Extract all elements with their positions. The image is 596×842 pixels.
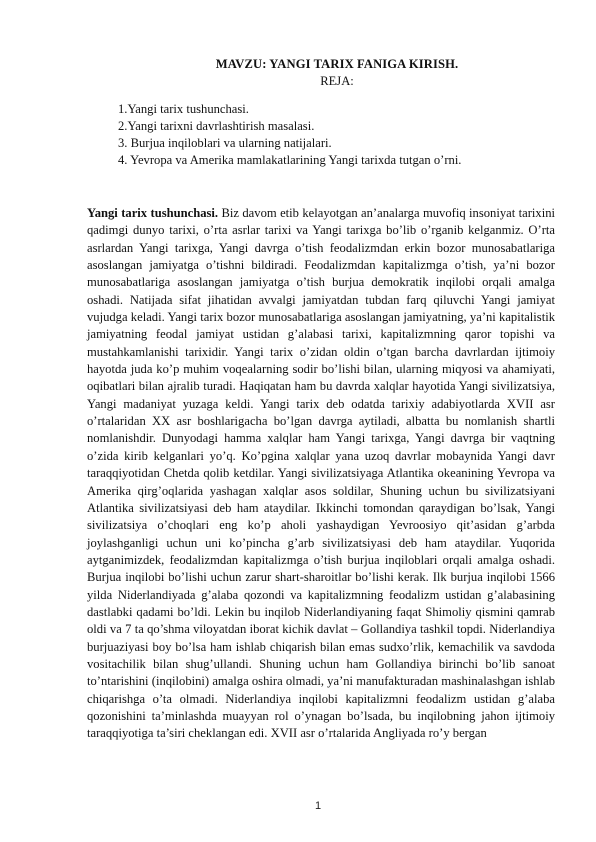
- document-title: MAVZU: YANGI TARIX FANIGA KIRISH.: [215, 57, 459, 71]
- plan-heading: REJA:: [320, 74, 354, 88]
- plan-list: [118, 101, 461, 169]
- page-number: 1: [314, 800, 322, 812]
- section-body: Biz davom etib kelayotgan an’analarga muvofiq insoniyat tarixini qadimgi dunyo tarixi, o’rta asrlar tarixi va Yangi tarixga bo’lib o’rganib kelganmiz. O’rta asrlardan Yangi tarixga, Yangi davrga o’tish feodalizmdan erkin bozor munosabatlariga asoslangan jamiyatga o’tishni bildiradi. Feodalizmdan kapitalizmga o’tish, ya’ni bozor munosabatlariga asoslangan jamiyatga o’tish burjua demokratik inqilobi orqali amalga oshadi. Natijada sifat jihatidan avvalgi jamiyatdan tubdan farq qiluvchi Yangi jamiyat vujudga keladi. Yangi tarix bozor munosabatlariga asoslangan jamiyatning, ya’ni kapitalistik jamiyatning feodal jamiyat ustidan g’alabasi tarixi, kapitalizmning qaror topishi va mustahkamlanishi tarixidir. Yangi tarix o’zidan oldin o’tgan barcha davrlardan ijtimoiy hayotda juda ko’p muhim voqealarning sodir bo’lishi bilan, ularning miqyosi va ahamiyati, oqibatlari bilan ajralib turadi. Haqiqatan ham bu davrda xalqlar hayotida Yangi sivilizatsiya, Yangi madaniyat yuzaga keldi. Yangi tarix deb odatda tarixiy adabiyotlarda XVII asr o’rtalaridan XX asr boshlarigacha bo’lgan davrga aytiladi, albatta bu nomlanish shartli nomlanishdir. Dunyodagi hamma xalqlar ham Yangi tarixga, Yangi davrga bir vaqtning o’zida kirib kelganlari yo’q. Ko’pgina xalqlar yana uzoq davrlar mobaynida Yangi davr taraqqiyotidan Chetda qolib ketdilar. Yangi sivilizatsiyaga Atlantika okeanining Yevropa va Amerika qirg’oqlarida yashagan xalqlar asos soldilar, Shuning uchun bu sivilizatsiyani Atlantika sivilizatsiyasi deb ham ataydilar. Ikkinchi tomondan qaraydigan bo’lsak, Yangi sivilizatsiya o’choqlari eng ko’p aholi yashaydigan Yevroosiyo qit’asidan g’arbda joylashganligi uchun uni ko’pincha g’arb sivilizatsiyasi deb ham ataydilar. Yuqorida aytganimizdek, feodalizmdan kapitalizmga o’tish burjua inqiloblari orqali amalga oshadi. Burjua inqilobi bo’lishi uchun zarur shart-sharoitlar bo’lishi kerak. Ilk burjua inqilobi 1566 yilda Niderlandiyada g’alaba qozondi va kapitalizmning feodalizm ustidan g’alabasining dastlabki qadami bo’ldi. Lekin bu inqilob Niderlandiyaning faqat Shimoliy qismini qamrab oldi va 7 ta qo’shma viloyatdan iborat kichik davlat – Gollandiya tashkil topdi. Niderlandiya burjuaziyasi boy bo’lsa ham ishlab chiqarish bilan emas sudxo’rlik, kemachilik va savdoda vositachilik bilan shug’ullandi. Shuning uchun ham Gollandiya birinchi bo’lib sanoat to’ntarishini (inqilobini) amalga oshira olmadi, ya’ni manufakturadan mashinalashgan ishlab chiqarishga o’ta olmadi. Niderlandiya inqilobi kapitalizmni feodalizm ustidan g’alaba qozonishini ta’minlashda muayyan rol o’ynagan bo’lsada, bu inqilobning jahon ijtimoiy taraqqiyotiga ta’siri cheklangan edi. XVII asr o’rtalarida Angliyada ro’y bergan: [87, 206, 555, 741]
- plan-item: 3. Burjua inqiloblari va ularning natijalari.: [118, 136, 332, 150]
- body-paragraph: [87, 205, 555, 743]
- plan-item: 4. Yevropa va Amerika mamlakatlarining Yangi tarixda tutgan o’rni.: [118, 153, 462, 167]
- plan-item: 1.Yangi tarix tushunchasi.: [118, 102, 249, 116]
- section-heading: Yangi tarix tushunchasi.: [87, 206, 219, 220]
- plan-item: 2.Yangi tarixni davrlashtirish masalasi.: [118, 119, 315, 133]
